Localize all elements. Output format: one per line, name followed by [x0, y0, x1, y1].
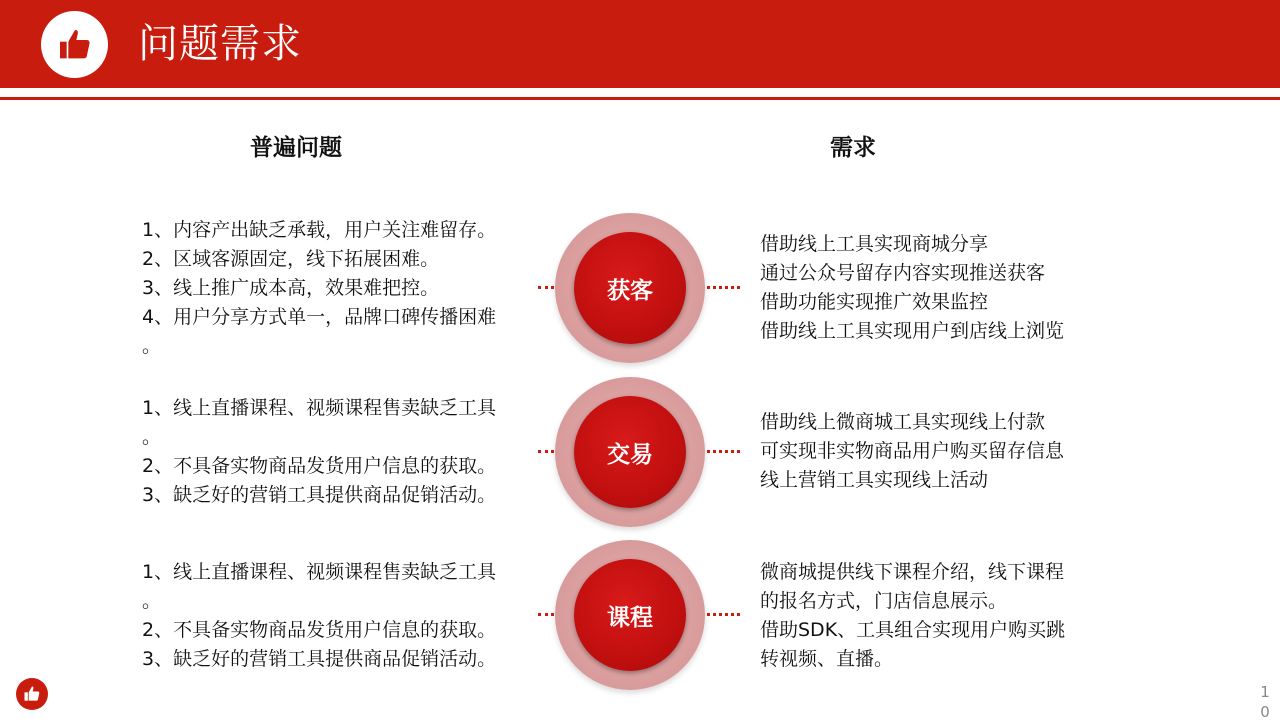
header-divider: [0, 97, 1280, 100]
thumbs-up-icon: [55, 25, 95, 65]
page-number: 10: [1260, 683, 1270, 721]
problem-item: 3、缺乏好的营销工具提供商品促销活动。: [142, 648, 497, 670]
right-column-heading: 需求: [830, 135, 876, 161]
need-list-course: [760, 558, 1120, 674]
need-item: 转视频、直播。: [760, 648, 894, 670]
category-label: 课程: [607, 604, 653, 631]
problem-item: 3、线上推广成本高，效果难把控。: [142, 277, 440, 299]
problem-item: 1、内容产出缺乏承载，用户关注难留存。: [142, 219, 497, 241]
problem-list-course: [142, 558, 527, 674]
need-item: 微商城提供线下课程介绍，线下课程: [760, 561, 1065, 583]
problem-item: 2、区域客源固定，线下拓展困难。: [142, 248, 440, 270]
need-list-transaction: [760, 408, 1120, 495]
category-label: 获客: [607, 277, 653, 304]
problem-item: 。: [142, 335, 162, 357]
header-logo: [41, 11, 108, 78]
footer-logo: [16, 678, 48, 710]
category-ring-course: [555, 540, 705, 690]
problem-item: 2、不具备实物商品发货用户信息的获取。: [142, 619, 497, 641]
need-item: 借助功能实现推广效果监控: [760, 291, 989, 313]
problem-item: 3、缺乏好的营销工具提供商品促销活动。: [142, 484, 497, 506]
category-ring-acquisition: [555, 213, 705, 363]
problem-item: 1、线上直播课程、视频课程售卖缺乏工具: [142, 561, 497, 583]
category-badge: [574, 559, 686, 671]
page-title: 问题需求: [138, 21, 302, 67]
need-item: 的报名方式，门店信息展示。: [760, 590, 1008, 612]
problem-list-acquisition: [142, 216, 527, 361]
category-label: 交易: [607, 441, 653, 468]
need-item: 借助线上工具实现用户到店线上浏览: [760, 320, 1065, 342]
thumbs-up-icon: [22, 684, 42, 704]
need-item: 借助线上微商城工具实现线上付款: [760, 411, 1046, 433]
need-item: 借助SDK、工具组合实现用户购买跳: [760, 619, 1066, 641]
need-item: 通过公众号留存内容实现推送获客: [760, 262, 1046, 284]
problem-item: 2、不具备实物商品发货用户信息的获取。: [142, 455, 497, 477]
category-badge: [574, 396, 686, 508]
problem-list-transaction: [142, 394, 527, 510]
problem-item: 4、用户分享方式单一，品牌口碑传播困难: [142, 306, 497, 328]
problem-item: 。: [142, 590, 162, 612]
problem-item: 1、线上直播课程、视频课程售卖缺乏工具: [142, 397, 497, 419]
left-column-heading: 普遍问题: [250, 135, 342, 161]
need-item: 借助线上工具实现商城分享: [760, 233, 989, 255]
problem-item: 。: [142, 426, 162, 448]
need-item: 线上营销工具实现线上活动: [760, 469, 989, 491]
category-badge: [574, 232, 686, 344]
category-ring-transaction: [555, 377, 705, 527]
need-item: 可实现非实物商品用户购买留存信息: [760, 440, 1065, 462]
need-list-acquisition: [760, 230, 1120, 346]
